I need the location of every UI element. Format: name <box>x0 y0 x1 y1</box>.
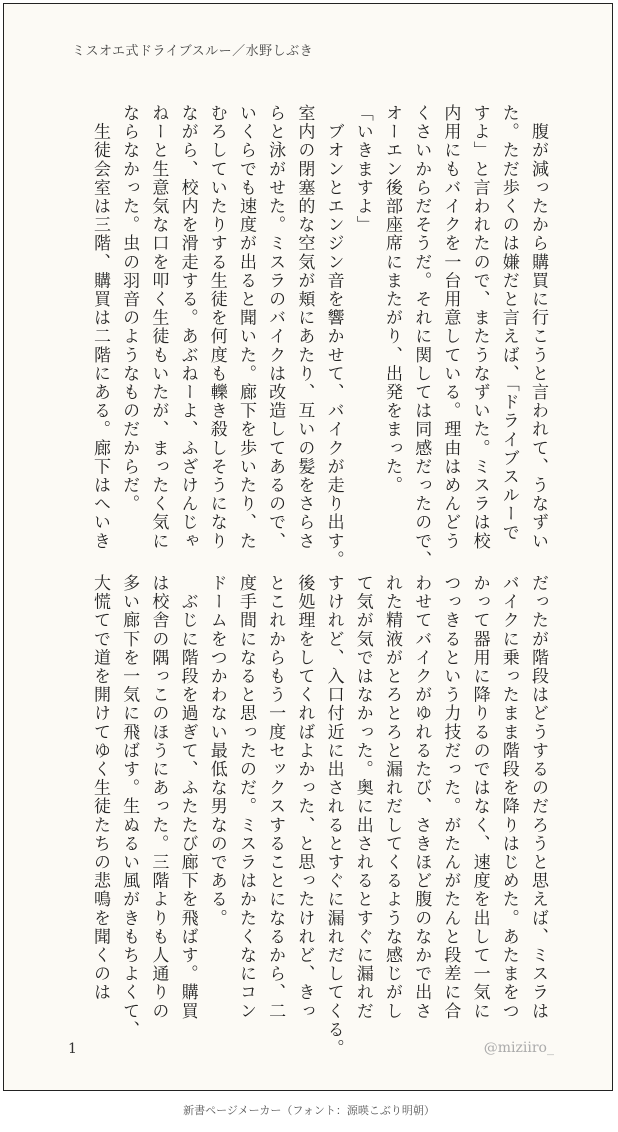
text-line: 室内の閉塞的な空気が頬にあたり、互いの髪をさらさ <box>294 104 315 551</box>
text-line: くさいからだそうだ。それに関しては同感だったので、 <box>411 104 432 569</box>
text-line: すよ」と言われたので、またうなずいた。ミスラは校 <box>469 104 490 551</box>
text-line: むろしていたりする生徒を何度も轢き殺しそうになり <box>206 104 227 551</box>
book-page <box>3 3 613 1091</box>
text-line: すけれど、入口付近に出されるとすぐに漏れだしてくる。 <box>323 574 344 1058</box>
text-line: 大慌てで道を開けてゆく生徒たちの悲鳴を聞くのは <box>89 574 110 1002</box>
text-line: ドームをつかわない最低な男なのである。 <box>206 574 227 928</box>
author-handle: @miziiro_ <box>483 1040 554 1056</box>
text-line: ブオンとエンジン音を響かせて、バイクが走り出す。 <box>323 104 344 569</box>
text-line: ぶじに階段を過ぎて、ふたたび廊下を飛ばす。購買 <box>177 574 198 1021</box>
text-line: とこれからもう一度セックスすることになるから、二 <box>265 574 286 1021</box>
text-block-upper <box>89 104 552 569</box>
text-line: た。ただ歩くのは嫌だと言えば、「ドライブスルーで <box>498 104 519 542</box>
text-line: て気が気ではなかった。奥に出されるとすぐに漏れだ <box>352 574 373 1021</box>
page-header-title: ミスオエ式ドライブスルー／水野しぶき <box>72 44 314 59</box>
page-number: 1 <box>68 1041 77 1057</box>
generator-credit: 新書ページメーカー（フォント：源暎こぶり明朝） <box>183 1104 435 1117</box>
text-line: ねーと生意気な口を叩く生徒もいたが、まったく気に <box>148 104 169 551</box>
text-line: ならなかった。虫の羽音のようなものだからだ。 <box>119 104 140 514</box>
text-line: つっきるという力技だった。がたんがたんと段差に合 <box>440 574 461 1021</box>
text-line: 多い廊下を一気に飛ばす。生ぬるい風がきもちよくて、 <box>119 574 140 1039</box>
text-line: バイクに乗ったまま階段を降りはじめた。あたまをつ <box>498 574 519 1021</box>
text-line: 後処理をしてくればよかった、と思ったけれど、きっ <box>294 574 315 1021</box>
text-line: 度手間になると思ったのだ。ミスラはかたくなにコン <box>235 574 256 1021</box>
text-line: オーエン後部座席にまたがり、出発をまった。 <box>381 104 402 495</box>
text-line: いくらでも速度が出ると聞いた。廊下を歩いたり、た <box>235 104 256 551</box>
text-line: かって器用に降りるのではなく、速度を出して一気に <box>469 574 490 1021</box>
text-line: 「いきますよ」 <box>352 104 373 235</box>
text-line: わせてバイクがゆれるたび、さきほど腹のなかで出さ <box>411 574 432 1021</box>
text-line: だったが階段はどうするのだろうと思えば、ミスラは <box>528 574 548 1021</box>
text-line: 生徒会室は三階、購買は二階にある。廊下はへいき <box>89 104 110 551</box>
text-line: 腹が減ったから購買に行こうと言われて、うなずい <box>528 104 548 551</box>
text-line: ながら、校内を滑走する。あぶねーよ、ふざけんじゃ <box>177 104 198 551</box>
text-line: 内用にもバイクを一台用意している。理由はめんどう <box>440 104 461 551</box>
text-line: らと泳がせた。ミスラのバイクは改造してあるので、 <box>265 104 286 551</box>
text-line: れた精液がとろとろと漏れだしてくるような感じがし <box>381 574 402 1021</box>
text-line: は校舎の隅っこのほうにあった。三階よりも人通りの <box>148 574 169 1021</box>
